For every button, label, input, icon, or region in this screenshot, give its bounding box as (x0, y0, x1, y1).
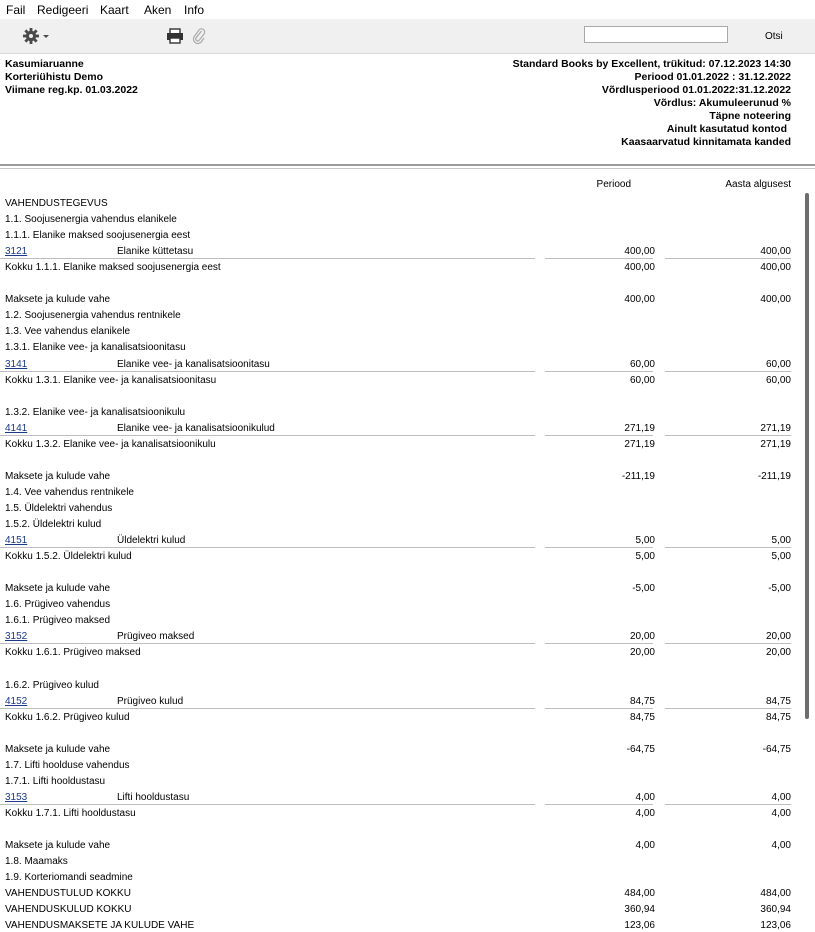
underline-year (665, 371, 791, 372)
value-period: 484,00 (624, 888, 655, 900)
row-label: Maksete ja kulude vahe (5, 470, 111, 482)
value-period: 400,00 (624, 262, 655, 274)
underline-left (0, 804, 535, 805)
underline-period (545, 371, 653, 372)
value-year: 400,00 (760, 246, 791, 258)
report-row (0, 775, 815, 788)
report-row (0, 309, 815, 322)
report-row (0, 470, 815, 483)
row-label: VAHENDUSTEGEVUS (5, 198, 108, 209)
row-label: 1.8. Maamaks (5, 856, 68, 868)
value-year: 60,00 (765, 358, 791, 370)
report-row (0, 839, 815, 852)
underline-year (665, 435, 791, 436)
value-year: 5,00 (771, 551, 791, 563)
report-row (0, 550, 815, 563)
report-row (0, 871, 815, 884)
value-period: 60,00 (629, 358, 655, 370)
underline-left (0, 708, 535, 709)
value-year: -5,00 (768, 583, 791, 595)
exact-notation: Täpne noteering (709, 110, 791, 122)
row-label: Kokku 1.7.1. Lifti hooldustasu (5, 807, 136, 819)
menu-bar (0, 0, 815, 19)
report-row (0, 406, 815, 419)
report-row (0, 229, 815, 242)
underline-period (545, 547, 653, 548)
value-year: 84,75 (765, 695, 791, 707)
row-label: Maksete ja kulude vahe (5, 743, 111, 755)
column-year: Aasta algusest (725, 179, 791, 190)
value-year: -64,75 (762, 743, 791, 755)
account-number-link[interactable]: 3153 (5, 791, 28, 803)
value-year: 4,00 (771, 791, 791, 803)
search-input[interactable] (584, 26, 728, 43)
period-info: Periood 01.01.2022 : 31.12.2022 (634, 71, 791, 83)
report-row (0, 197, 815, 210)
row-label: Kokku 1.3.2. Elanike vee- ja kanalisatsioonikulu (5, 438, 216, 450)
row-label: 1.2. Soojusenergia vahendus rentnikele (5, 310, 181, 322)
report-row (0, 582, 815, 595)
row-label: 1.1. Soojusenergia vahendus elanikele (5, 214, 177, 226)
report-row (0, 614, 815, 627)
underline-year (665, 804, 791, 805)
header-divider-thin (0, 168, 815, 169)
row-label: 1.3.2. Elanike vee- ja kanalisatsioonikulu (5, 406, 186, 418)
account-name: Elanike vee- ja kanalisatsioonitasu (117, 358, 270, 370)
account-number-link[interactable]: 3141 (5, 358, 28, 370)
account-number-link[interactable]: 3121 (5, 246, 28, 258)
account-name: Elanike küttetasu (117, 246, 194, 258)
value-year: 400,00 (760, 294, 791, 306)
last-reg-date: Viimane reg.kp. 01.03.2022 (5, 84, 138, 96)
underline-left (0, 547, 535, 548)
value-year: 271,19 (760, 422, 791, 434)
account-name: Prügiveo maksed (117, 631, 195, 643)
value-period: 360,94 (624, 904, 655, 916)
account-row (0, 422, 815, 435)
report-row (0, 341, 815, 354)
row-label: 1.1.1. Elanike maksed soojusenergia eest (5, 230, 191, 242)
row-label: VAHENDUSKULUD KOKKU (5, 904, 132, 916)
row-label: 1.7. Lifti hoolduse vahendus (5, 759, 130, 771)
value-year: 4,00 (771, 840, 791, 851)
report-row (0, 293, 815, 306)
underline-year (665, 258, 791, 259)
report-title: Kasumiaruanne (5, 58, 84, 70)
printer-icon[interactable] (166, 27, 184, 45)
underline-period (545, 435, 653, 436)
column-period: Periood (596, 179, 631, 190)
row-label: 1.4. Vee vahendus rentnikele (5, 486, 134, 498)
report-row (0, 759, 815, 772)
value-year: 20,00 (765, 631, 791, 643)
value-period: 5,00 (635, 551, 655, 563)
row-label: 1.3. Vee vahendus elanikele (5, 326, 131, 338)
value-year: 5,00 (771, 535, 791, 547)
value-period: 271,19 (624, 438, 655, 450)
report-row (0, 325, 815, 338)
row-label: 1.5.2. Üldelektri kulud (5, 519, 102, 530)
value-period: 84,75 (629, 711, 655, 723)
company-name: Korteriühistu Demo (5, 71, 104, 83)
value-period: 4,00 (635, 807, 655, 819)
report-row (0, 213, 815, 226)
value-period: 4,00 (635, 791, 655, 803)
account-row (0, 695, 815, 708)
row-label: Maksete ja kulude vahe (5, 583, 111, 595)
value-period: -5,00 (632, 583, 655, 595)
value-year: 360,94 (760, 904, 791, 916)
account-row (0, 245, 815, 258)
report-row (0, 261, 815, 274)
report-row (0, 646, 815, 659)
account-name: Lifti hooldustasu (117, 791, 190, 803)
includes-unconfirmed: Kaasaarvatud kinnitamata kanded (621, 136, 791, 148)
row-label: Maksete ja kulude vahe (5, 294, 111, 306)
comparison-period: Võrdlusperiood 01.01.2022:31.12.2022 (601, 84, 791, 96)
account-name: Prügiveo kulud (117, 695, 184, 707)
row-label: 1.3.1. Elanike vee- ja kanalisatsioonitasu (5, 342, 186, 354)
row-label: 1.6. Prügiveo vahendus (5, 599, 111, 611)
report-row (0, 711, 815, 724)
row-label: 1.5. Üldelektri vahendus (5, 502, 113, 514)
toolbar (0, 19, 815, 54)
account-number-link[interactable]: 4141 (5, 422, 28, 434)
underline-period (545, 643, 653, 644)
menu-window[interactable]: Aken (144, 3, 172, 17)
report-row (0, 807, 815, 820)
value-year: 4,00 (771, 807, 791, 819)
account-row (0, 630, 815, 643)
printed-info: Standard Books by Excellent, trükitud: 07.12.2023 14:30 (512, 58, 791, 70)
row-label: Kokku 1.5.2. Üldelektri kulud (5, 551, 132, 563)
search-button[interactable]: Otsi (765, 31, 783, 42)
underline-period (545, 804, 653, 805)
value-period: 84,75 (629, 695, 655, 707)
underline-left (0, 643, 535, 644)
report-row (0, 518, 815, 531)
value-period: -211,19 (621, 470, 655, 482)
row-label: 1.6.1. Prügiveo maksed (5, 615, 111, 627)
underline-left (0, 371, 535, 372)
report-row (0, 855, 815, 868)
value-period: 20,00 (629, 631, 655, 643)
paperclip-icon[interactable] (192, 27, 206, 45)
underline-period (545, 258, 653, 259)
row-label: Kokku 1.3.1. Elanike vee- ja kanalisatsioonitasu (5, 374, 217, 386)
comparison-type: Võrdlus: Akumuleerunud % (653, 97, 791, 109)
value-year: -211,19 (757, 470, 791, 482)
report-row (0, 598, 815, 611)
report-row (0, 887, 815, 900)
row-label: 1.6.2. Prügiveo kulud (5, 679, 99, 691)
row-label: 1.9. Korteriomandi seadmine (5, 872, 133, 884)
value-year: 123,06 (760, 920, 791, 932)
value-period: 60,00 (629, 374, 655, 386)
underline-year (665, 708, 791, 709)
row-label: VAHENDUSTULUD KOKKU (5, 888, 131, 900)
report-row (0, 679, 815, 692)
underline-left (0, 258, 535, 259)
account-number-link[interactable]: 4151 (5, 535, 28, 547)
scrollbar[interactable] (805, 193, 809, 719)
underline-left (0, 435, 535, 436)
account-row (0, 534, 815, 547)
menu-file[interactable]: Fail (6, 3, 26, 17)
value-year: 84,75 (765, 711, 791, 723)
row-label: Kokku 1.1.1. Elanike maksed soojusenergia eest (5, 262, 221, 274)
value-period: 400,00 (624, 294, 655, 306)
value-year: 400,00 (760, 262, 791, 274)
report-row (0, 374, 815, 387)
account-row (0, 358, 815, 371)
report-row (0, 438, 815, 451)
account-number-link[interactable]: 4152 (5, 695, 28, 707)
value-period: 5,00 (635, 535, 655, 547)
value-period: 20,00 (629, 647, 655, 659)
value-period: -64,75 (626, 743, 655, 755)
row-label: VAHENDUSMAKSETE JA KULUDE VAHE (5, 920, 195, 932)
value-year: 271,19 (760, 438, 791, 450)
report-row (0, 919, 815, 932)
report-row (0, 903, 815, 916)
value-period: 400,00 (624, 246, 655, 258)
report-header (0, 54, 815, 162)
value-period: 271,19 (624, 422, 655, 434)
value-period: 4,00 (635, 840, 655, 851)
value-year: 484,00 (760, 888, 791, 900)
row-label: Kokku 1.6.2. Prügiveo kulud (5, 711, 130, 723)
value-period: 123,06 (624, 920, 655, 932)
value-year: 20,00 (765, 647, 791, 659)
menu-card[interactable]: Kaart (100, 3, 129, 17)
report-row (0, 743, 815, 756)
underline-year (665, 643, 791, 644)
report-row (0, 502, 815, 515)
account-row (0, 791, 815, 804)
account-name: Elanike vee- ja kanalisatsioonikulud (117, 422, 275, 434)
header-divider (0, 164, 815, 166)
menu-info[interactable]: Info (184, 3, 205, 17)
value-year: 60,00 (765, 374, 791, 386)
report-row (0, 486, 815, 499)
account-name: Üldelektri kulud (117, 535, 186, 547)
menu-edit[interactable]: Redigeeri (37, 3, 89, 17)
underline-period (545, 708, 653, 709)
row-label: Maksete ja kulude vahe (5, 840, 111, 851)
underline-year (665, 547, 791, 548)
row-label: 1.7.1. Lifti hooldustasu (5, 775, 106, 787)
account-number-link[interactable]: 3152 (5, 631, 28, 643)
gear-icon[interactable] (22, 26, 52, 46)
used-accounts-only: Ainult kasutatud kontod (666, 123, 787, 135)
row-label: Kokku 1.6.1. Prügiveo maksed (5, 647, 141, 659)
